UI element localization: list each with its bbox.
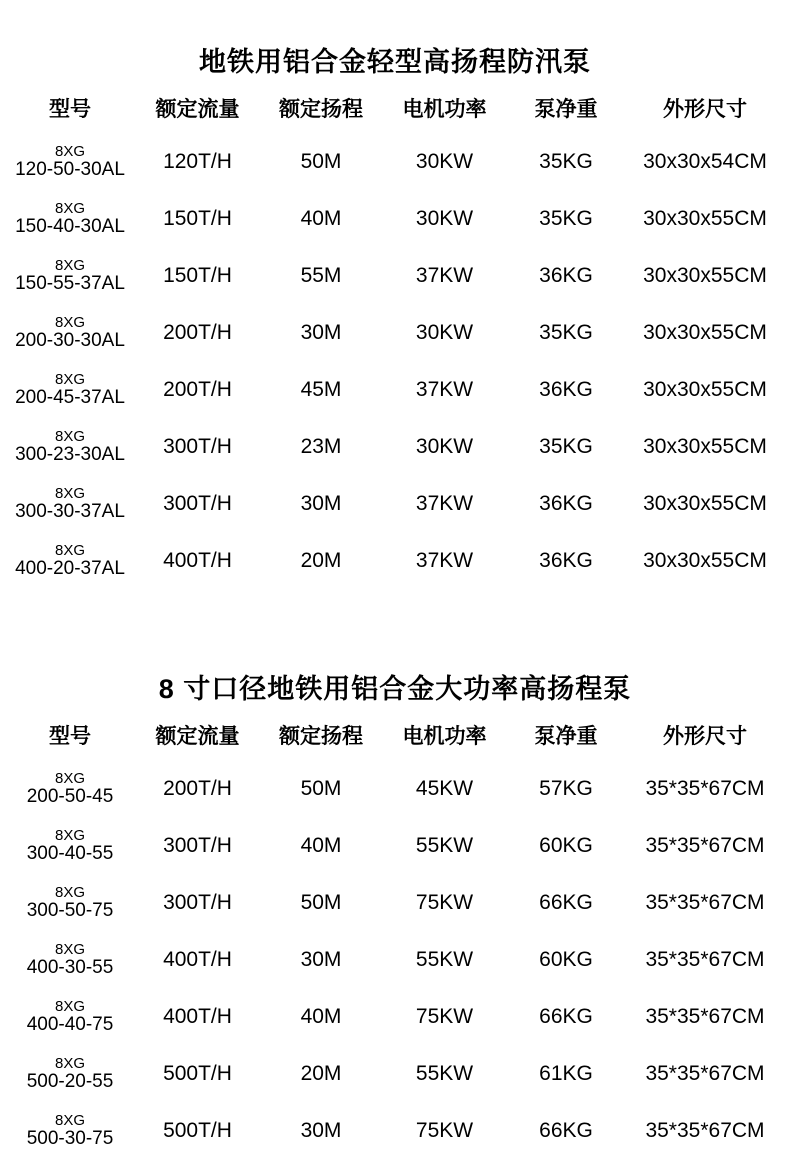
model-prefix: 8XG <box>54 542 85 559</box>
section-title: 8 寸口径地铁用铝合金大功率高扬程泵 <box>158 674 632 704</box>
cell-flow: 200T/H <box>163 776 232 800</box>
table-row <box>5 1102 785 1159</box>
cell-power: 30KW <box>415 320 474 344</box>
cell-flow: 150T/H <box>163 263 232 287</box>
cell-weight: 61KG <box>539 1061 593 1085</box>
table-row <box>5 304 785 361</box>
cell-head: 40M <box>300 833 342 857</box>
cell-flow: 400T/H <box>163 1004 232 1028</box>
cell-model <box>5 133 135 190</box>
model-prefix: 8XG <box>54 257 85 274</box>
model-prefix: 8XG <box>54 314 85 331</box>
cell-weight: 36KG <box>539 263 593 287</box>
cell-flow: 200T/H <box>163 320 232 344</box>
model-code: 400-20-37AL <box>15 558 125 579</box>
cell-power: 30KW <box>415 149 474 173</box>
cell-power: 37KW <box>415 377 474 401</box>
model-prefix: 8XG <box>54 941 85 958</box>
table-row <box>5 475 785 532</box>
cell-head: 45M <box>300 377 342 401</box>
column-header-size: 外形尺寸 <box>663 98 747 121</box>
section-spacer <box>0 589 790 623</box>
table-header-row <box>5 79 785 133</box>
model-code: 200-30-30AL <box>15 330 125 351</box>
model-code: 400-30-55 <box>26 957 114 978</box>
cell-head: 55M <box>300 263 342 287</box>
model-prefix: 8XG <box>54 485 85 502</box>
cell-power: 55KW <box>415 1061 474 1085</box>
cell-size: 30x30x55CM <box>643 320 767 344</box>
cell-size: 30x30x55CM <box>643 491 767 515</box>
cell-flow: 200T/H <box>163 377 232 401</box>
cell-size: 35*35*67CM <box>645 1118 765 1142</box>
cell-power: 30KW <box>415 434 474 458</box>
cell-weight: 36KG <box>539 491 593 515</box>
cell-model <box>5 418 135 475</box>
table-row <box>5 361 785 418</box>
model-code: 300-50-75 <box>26 900 114 921</box>
cell-flow: 120T/H <box>163 149 232 173</box>
column-header-model: 型号 <box>49 725 91 748</box>
model-code: 300-23-30AL <box>15 444 125 465</box>
cell-model <box>5 247 135 304</box>
cell-size: 35*35*67CM <box>645 1061 765 1085</box>
cell-power: 75KW <box>415 890 474 914</box>
cell-model <box>5 760 135 817</box>
cell-size: 30x30x55CM <box>643 548 767 572</box>
cell-power: 37KW <box>415 491 474 515</box>
column-header-weight: 泵净重 <box>534 98 598 121</box>
column-header-head: 额定扬程 <box>279 725 363 748</box>
column-header-model: 型号 <box>49 98 91 121</box>
model-code: 120-50-30AL <box>15 159 125 180</box>
cell-head: 30M <box>300 947 342 971</box>
cell-weight: 66KG <box>539 1118 593 1142</box>
table-row <box>5 532 785 589</box>
cell-head: 40M <box>300 206 342 230</box>
cell-head: 20M <box>300 1061 342 1085</box>
cell-head: 50M <box>300 776 342 800</box>
cell-size: 35*35*67CM <box>645 1004 765 1028</box>
cell-power: 55KW <box>415 947 474 971</box>
cell-power: 75KW <box>415 1004 474 1028</box>
model-prefix: 8XG <box>54 143 85 160</box>
cell-head: 50M <box>300 149 342 173</box>
model-code: 150-40-30AL <box>15 216 125 237</box>
cell-head: 20M <box>300 548 342 572</box>
cell-flow: 300T/H <box>163 491 232 515</box>
model-prefix: 8XG <box>54 884 85 901</box>
model-prefix: 8XG <box>54 200 85 217</box>
cell-model <box>5 931 135 988</box>
table-row <box>5 874 785 931</box>
model-prefix: 8XG <box>54 371 85 388</box>
table-row <box>5 760 785 817</box>
cell-power: 75KW <box>415 1118 474 1142</box>
column-header-weight: 泵净重 <box>534 725 598 748</box>
cell-model <box>5 532 135 589</box>
cell-weight: 35KG <box>539 320 593 344</box>
table-row <box>5 418 785 475</box>
cell-head: 30M <box>300 320 342 344</box>
cell-weight: 35KG <box>539 434 593 458</box>
model-code: 150-55-37AL <box>15 273 125 294</box>
cell-weight: 66KG <box>539 1004 593 1028</box>
cell-weight: 57KG <box>539 776 593 800</box>
cell-model <box>5 190 135 247</box>
model-prefix: 8XG <box>54 770 85 787</box>
cell-model <box>5 361 135 418</box>
cell-weight: 66KG <box>539 890 593 914</box>
table-header-row <box>5 706 785 760</box>
model-code: 200-45-37AL <box>15 387 125 408</box>
model-prefix: 8XG <box>54 428 85 445</box>
cell-power: 37KW <box>415 263 474 287</box>
cell-head: 40M <box>300 1004 342 1028</box>
column-header-size: 外形尺寸 <box>663 725 747 748</box>
cell-size: 30x30x55CM <box>643 206 767 230</box>
cell-weight: 60KG <box>539 833 593 857</box>
cell-model <box>5 1102 135 1159</box>
cell-size: 35*35*67CM <box>645 947 765 971</box>
cell-weight: 36KG <box>539 377 593 401</box>
column-header-flow: 额定流量 <box>155 98 240 121</box>
model-code: 200-50-45 <box>26 786 114 807</box>
cell-model <box>5 304 135 361</box>
cell-head: 50M <box>300 890 342 914</box>
cell-model <box>5 1045 135 1102</box>
cell-flow: 300T/H <box>163 890 232 914</box>
table-row <box>5 1045 785 1102</box>
column-header-head: 额定扬程 <box>279 98 363 121</box>
table-row <box>5 817 785 874</box>
spec-table <box>5 706 785 1159</box>
cell-model <box>5 817 135 874</box>
table-row <box>5 133 785 190</box>
cell-size: 30x30x55CM <box>643 434 767 458</box>
cell-size: 30x30x55CM <box>643 377 767 401</box>
cell-head: 23M <box>300 434 342 458</box>
table-row <box>5 190 785 247</box>
column-header-power: 电机功率 <box>402 725 487 748</box>
cell-model <box>5 874 135 931</box>
cell-weight: 35KG <box>539 149 593 173</box>
cell-size: 30x30x55CM <box>643 263 767 287</box>
cell-model <box>5 475 135 532</box>
cell-flow: 500T/H <box>163 1118 232 1142</box>
spec-table <box>5 79 785 589</box>
section-title: 地铁用铝合金轻型高扬程防汛泵 <box>199 47 591 77</box>
cell-size: 35*35*67CM <box>645 833 765 857</box>
cell-power: 55KW <box>415 833 474 857</box>
cell-weight: 60KG <box>539 947 593 971</box>
table-row <box>5 931 785 988</box>
model-code: 300-30-37AL <box>15 501 125 522</box>
cell-power: 37KW <box>415 548 474 572</box>
model-prefix: 8XG <box>54 1055 85 1072</box>
cell-weight: 36KG <box>539 548 593 572</box>
model-code: 400-40-75 <box>26 1014 114 1035</box>
cell-weight: 35KG <box>539 206 593 230</box>
cell-flow: 400T/H <box>163 947 232 971</box>
model-code: 500-30-75 <box>26 1128 114 1149</box>
model-prefix: 8XG <box>54 827 85 844</box>
cell-flow: 400T/H <box>163 548 232 572</box>
model-code: 500-20-55 <box>26 1071 114 1092</box>
table-row <box>5 988 785 1045</box>
spec-section-high-power-pump <box>0 623 790 1159</box>
table-row <box>5 247 785 304</box>
column-header-flow: 额定流量 <box>155 725 240 748</box>
cell-head: 30M <box>300 491 342 515</box>
cell-head: 30M <box>300 1118 342 1142</box>
column-header-power: 电机功率 <box>402 98 487 121</box>
cell-power: 45KW <box>415 776 474 800</box>
cell-model <box>5 988 135 1045</box>
cell-size: 35*35*67CM <box>645 776 765 800</box>
cell-flow: 500T/H <box>163 1061 232 1085</box>
model-code: 300-40-55 <box>26 843 114 864</box>
model-prefix: 8XG <box>54 998 85 1015</box>
model-prefix: 8XG <box>54 1112 85 1129</box>
cell-power: 30KW <box>415 206 474 230</box>
cell-flow: 300T/H <box>163 434 232 458</box>
cell-flow: 150T/H <box>163 206 232 230</box>
cell-flow: 300T/H <box>163 833 232 857</box>
cell-size: 35*35*67CM <box>645 890 765 914</box>
cell-size: 30x30x54CM <box>643 149 767 173</box>
